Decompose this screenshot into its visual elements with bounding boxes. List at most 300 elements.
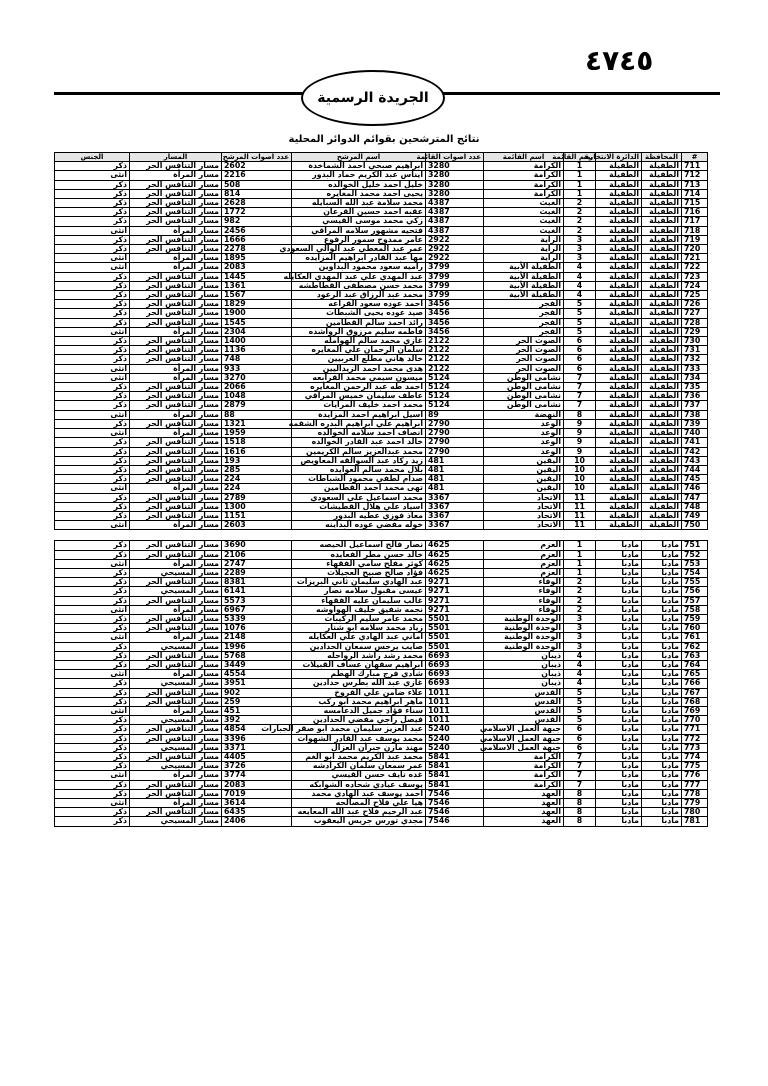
table-cell: الطفيلة <box>596 346 642 355</box>
table-cell: 1666 <box>222 235 292 244</box>
table-cell: الطفيلة <box>642 346 682 355</box>
table-cell: مسار التنافس الحر <box>130 596 222 605</box>
table-cell: 11 <box>564 521 596 530</box>
table-cell: 1518 <box>222 438 292 447</box>
table-cell: مسار التنافس الحر <box>130 291 222 300</box>
table-cell: 780 <box>682 808 708 817</box>
table-cell: الطفيلة <box>642 419 682 428</box>
table-cell: مادبا <box>642 734 682 743</box>
table-cell: مادبا <box>642 633 682 642</box>
table-cell: الطفيلة <box>642 493 682 502</box>
table-cell: 10 <box>564 475 596 484</box>
table-cell: 6 <box>564 346 596 355</box>
table-cell: ذكر <box>55 817 130 826</box>
table-cell: 1076 <box>222 624 292 633</box>
table-cell: 3690 <box>222 541 292 550</box>
table-cell: 7019 <box>222 789 292 798</box>
table-cell: 758 <box>682 605 708 614</box>
table-cell: الطفيلة <box>596 291 642 300</box>
table-cell: الطفيلة <box>596 364 642 373</box>
table-cell: العهد <box>484 799 564 808</box>
table-cell: جبهة العمل الاسلامي <box>484 743 564 752</box>
table-cell: 6141 <box>222 587 292 596</box>
table-cell: 5240 <box>426 734 484 743</box>
table-cell: 4554 <box>222 670 292 679</box>
table-cell: الطفيلة <box>596 337 642 346</box>
table-cell: 1 <box>564 171 596 180</box>
table-cell: مسار المرأة <box>130 226 222 235</box>
table-cell: 2122 <box>426 337 484 346</box>
table-cell: 5501 <box>426 642 484 651</box>
table-cell: 392 <box>222 716 292 725</box>
table-cell: مادبا <box>642 725 682 734</box>
table-cell: 764 <box>682 660 708 669</box>
table-cell: 4387 <box>426 217 484 226</box>
table-cell: 737 <box>682 401 708 410</box>
table-cell: 5501 <box>426 633 484 642</box>
table-cell: مادبا <box>596 771 642 780</box>
table-cell: مسار التنافس الحر <box>130 208 222 217</box>
table-cell: مادبا <box>596 743 642 752</box>
table-cell: الطفيلة <box>642 318 682 327</box>
table-cell: الطفيلة <box>642 199 682 208</box>
table-cell: الصوت الحر <box>484 346 564 355</box>
table-row <box>55 817 708 826</box>
table-cell: نشامى الوطن <box>484 383 564 392</box>
table-cell: 3799 <box>426 291 484 300</box>
table-cell: محمد اسماعيل علي السعودي <box>292 493 426 502</box>
table-row <box>55 725 708 734</box>
table-cell: ذكر <box>55 578 130 587</box>
table-cell: 4387 <box>426 208 484 217</box>
table-cell: 5 <box>564 706 596 715</box>
table-cell: انثى <box>55 263 130 272</box>
table-cell: ذكر <box>55 245 130 254</box>
table-cell: الطفيلة الأبية <box>484 281 564 290</box>
table-cell: جبهة العمل الاسلامي <box>484 734 564 743</box>
table-cell: 718 <box>682 226 708 235</box>
table-cell: صيد عوده يحيى الشبطات <box>292 309 426 318</box>
table-cell: 6693 <box>426 660 484 669</box>
table-cell: مادبا <box>642 568 682 577</box>
table-cell: مادبا <box>596 725 642 734</box>
table-row <box>55 226 708 235</box>
table-cell: 8 <box>564 808 596 817</box>
table-cell: الطفيلة <box>596 410 642 419</box>
table-cell: الطفيلة <box>642 291 682 300</box>
table-cell: 723 <box>682 272 708 281</box>
table-cell: 5124 <box>426 401 484 410</box>
table-cell: 7546 <box>426 789 484 798</box>
table-cell: مسار التنافس الحر <box>130 355 222 364</box>
table-cell: مادبا <box>596 550 642 559</box>
table-cell: 771 <box>682 725 708 734</box>
table-cell: ذكر <box>55 180 130 189</box>
table-cell: انثى <box>55 559 130 568</box>
table-cell: 762 <box>682 642 708 651</box>
table-cell: صايب يرجس سمعان الحدادين <box>292 642 426 651</box>
table-cell: مادبا <box>642 578 682 587</box>
table-cell: مسار التنافس الحر <box>130 511 222 520</box>
table-cell: 4 <box>564 651 596 660</box>
table-cell: 3456 <box>426 318 484 327</box>
table-cell: 5573 <box>222 596 292 605</box>
table-cell: ذكر <box>55 272 130 281</box>
table-cell: الراية <box>484 235 564 244</box>
table-cell: 4625 <box>426 550 484 559</box>
table-cell: مسار المرأة <box>130 559 222 568</box>
table-cell: 1011 <box>426 706 484 715</box>
table-cell: الطفيلة <box>596 373 642 382</box>
table-cell: انثى <box>55 799 130 808</box>
table-cell: الطفيلة <box>596 502 642 511</box>
table-cell: مسار التنافس الحر <box>130 688 222 697</box>
table-cell: 725 <box>682 291 708 300</box>
table-cell: ذكر <box>55 456 130 465</box>
table-cell: ذكر <box>55 217 130 226</box>
table-cell: 2747 <box>222 559 292 568</box>
table-cell: 4387 <box>426 199 484 208</box>
table-cell: 5841 <box>426 753 484 762</box>
table-cell: 88 <box>222 410 292 419</box>
table-cell: مسار التنافس الحر <box>130 346 222 355</box>
table-cell: فتحيه مشهور سلامه المراقي <box>292 226 426 235</box>
table-cell: الطفيلة <box>642 263 682 272</box>
table-cell: مسار التنافس الحر <box>130 725 222 734</box>
table-cell: شادي فرج مبارك الهطم <box>292 670 426 679</box>
table-cell: مسار المرأة <box>130 373 222 382</box>
table-cell: مادبا <box>596 614 642 623</box>
table-cell: مسار التنافس الحر <box>130 465 222 474</box>
table-cell: 757 <box>682 596 708 605</box>
table-cell: مادبا <box>642 624 682 633</box>
table-cell: 2790 <box>426 447 484 456</box>
table-cell: مسار التنافس الحر <box>130 337 222 346</box>
table-cell: 5 <box>564 300 596 309</box>
table-cell: غده نايف حسن القيسي <box>292 771 426 780</box>
table-cell: مادبا <box>596 679 642 688</box>
table-cell: مادبا <box>642 697 682 706</box>
table-cell: القدس <box>484 688 564 697</box>
table-cell: مسار المسيحي <box>130 762 222 771</box>
table-cell: 748 <box>222 355 292 364</box>
table-cell: مادبا <box>642 614 682 623</box>
table-cell: 712 <box>682 171 708 180</box>
table-cell: 2922 <box>426 254 484 263</box>
table-cell: الطفيلة <box>596 401 642 410</box>
table-cell: 1 <box>564 550 596 559</box>
table-cell: خالد احمد عبد القادر الخوالده <box>292 438 426 447</box>
table-cell: مادبا <box>596 624 642 633</box>
table-cell: انثى <box>55 410 130 419</box>
table-row <box>55 550 708 559</box>
table-cell: الوعد <box>484 447 564 456</box>
table-cell: مادبا <box>642 743 682 752</box>
table-cell: مادبا <box>596 716 642 725</box>
table-cell: ذكر <box>55 309 130 318</box>
table-cell: 4 <box>564 679 596 688</box>
table-cell: 5339 <box>222 614 292 623</box>
table-cell: 902 <box>222 688 292 697</box>
table-cell: 2456 <box>222 226 292 235</box>
table-cell: مسار المرأة <box>130 327 222 336</box>
table-cell: ذكر <box>55 281 130 290</box>
table-cell: نجمه شفيق خليف الهواوشه <box>292 605 426 614</box>
table-cell: 1567 <box>222 291 292 300</box>
table-cell: الكرامة <box>484 180 564 189</box>
table-cell: مسار التنافس الحر <box>130 753 222 762</box>
table-cell: 6 <box>564 364 596 373</box>
table-cell: 10 <box>564 456 596 465</box>
table-cell: جبهة العمل الاسلامي <box>484 725 564 734</box>
table-row <box>55 355 708 364</box>
table-cell: الاتحاد <box>484 502 564 511</box>
table-cell: 747 <box>682 493 708 502</box>
table-cell: الطفيلة <box>596 199 642 208</box>
table-cell: ذكر <box>55 502 130 511</box>
table-cell: 733 <box>682 364 708 373</box>
table-cell: مسار المسيحي <box>130 642 222 651</box>
table-cell: الاتحاد <box>484 511 564 520</box>
table-cell: الطفيلة <box>642 373 682 382</box>
table-cell: 9271 <box>426 578 484 587</box>
table-cell: 743 <box>682 456 708 465</box>
table-cell: احمد عوده سعود القراعه <box>292 300 426 309</box>
table-cell: نشامى الوطن <box>484 373 564 382</box>
table-cell: زكي محمد موسى القيسي <box>292 217 426 226</box>
table-cell: انثى <box>55 171 130 180</box>
table-cell: ذكر <box>55 660 130 669</box>
table-cell: الصوت الحر <box>484 337 564 346</box>
table-cell: ايناس عبد الكريم حماد البدور <box>292 171 426 180</box>
table-cell: 481 <box>426 475 484 484</box>
table-cell: 5 <box>564 318 596 327</box>
table-cell: مادبا <box>642 706 682 715</box>
table-cell: مادبا <box>596 651 642 660</box>
table-cell: الطفيلة <box>596 447 642 456</box>
table-cell: مادبا <box>596 559 642 568</box>
table-cell: الفجر <box>484 309 564 318</box>
table-cell: 756 <box>682 587 708 596</box>
table-cell: مادبا <box>596 605 642 614</box>
table-cell: 751 <box>682 541 708 550</box>
table-cell: ذكر <box>55 587 130 596</box>
table-cell: 2790 <box>426 419 484 428</box>
table-cell: مادبا <box>596 541 642 550</box>
table-cell: 7 <box>564 401 596 410</box>
table-cell: 10 <box>564 465 596 474</box>
table-cell: 481 <box>426 484 484 493</box>
table-cell: 776 <box>682 771 708 780</box>
table-cell: 2304 <box>222 327 292 336</box>
table-cell: 1829 <box>222 300 292 309</box>
table-cell: ذكر <box>55 679 130 688</box>
table-cell: 508 <box>222 180 292 189</box>
table-row <box>55 734 708 743</box>
table-cell: 711 <box>682 162 708 171</box>
table-cell: ذكر <box>55 780 130 789</box>
table-cell: 6693 <box>426 651 484 660</box>
table-cell: هيا علي فلاح المصالحه <box>292 799 426 808</box>
table-cell: الطفيلة <box>596 511 642 520</box>
table-cell: مادبا <box>596 670 642 679</box>
table-cell: الطفيلة <box>642 300 682 309</box>
table-cell: مادبا <box>596 596 642 605</box>
table-cell: الصوت الحر <box>484 355 564 364</box>
table-cell: الطفيلة <box>596 383 642 392</box>
table-cell: مسار التنافس الحر <box>130 300 222 309</box>
table-cell: ذكر <box>55 743 130 752</box>
table-cell: الوعد <box>484 438 564 447</box>
table-cell: الاتحاد <box>484 493 564 502</box>
table-cell: الطفيلة <box>596 254 642 263</box>
table-cell: 481 <box>426 465 484 474</box>
table-cell: 3 <box>564 633 596 642</box>
table-cell: الوفاء <box>484 596 564 605</box>
table-cell: الراية <box>484 254 564 263</box>
table-cell: 9271 <box>426 596 484 605</box>
table-cell: 717 <box>682 217 708 226</box>
page-number: ٤٧٤٥ <box>585 44 654 77</box>
table-cell: 7 <box>564 383 596 392</box>
table-cell: 3280 <box>426 180 484 189</box>
table-cell: مادبا <box>642 679 682 688</box>
table-cell: مسار المرأة <box>130 521 222 530</box>
table-cell: 1300 <box>222 502 292 511</box>
table-row <box>55 171 708 180</box>
column-header: المسار <box>130 153 222 162</box>
table-cell: 1772 <box>222 208 292 217</box>
table-cell: ذكر <box>55 614 130 623</box>
table-cell: 8 <box>564 410 596 419</box>
table-cell: مادبا <box>596 762 642 771</box>
table-cell: مادبا <box>642 670 682 679</box>
table-cell: مسار التنافس الحر <box>130 624 222 633</box>
table-cell: 3799 <box>426 263 484 272</box>
table-cell: 9 <box>564 447 596 456</box>
table-cell: 739 <box>682 419 708 428</box>
table-cell: العزم <box>484 550 564 559</box>
table-cell: ذكر <box>55 199 130 208</box>
table-row <box>55 633 708 642</box>
table-cell: ذكر <box>55 688 130 697</box>
table-cell: رائد احمد سالم القطامين <box>292 318 426 327</box>
table-cell: 2083 <box>222 263 292 272</box>
table-cell: 753 <box>682 559 708 568</box>
table-cell: الطفيلة <box>596 281 642 290</box>
table-cell: ذكر <box>55 419 130 428</box>
table-cell: ذكر <box>55 550 130 559</box>
table-cell: 11 <box>564 511 596 520</box>
table-cell: الطفيلة <box>596 456 642 465</box>
table-cell: الطفيلة <box>596 521 642 530</box>
table-row <box>55 263 708 272</box>
table-row <box>55 688 708 697</box>
table-cell: الطفيلة <box>596 217 642 226</box>
table-cell: الطفيلة <box>642 364 682 373</box>
table-cell: مادبا <box>642 780 682 789</box>
table-cell: 1321 <box>222 419 292 428</box>
column-header: عدد اصوات المرشح <box>222 153 292 162</box>
table-cell: الغيث <box>484 226 564 235</box>
table-cell: هدى محمد احمد الزيداليين <box>292 364 426 373</box>
table-cell: 715 <box>682 199 708 208</box>
table-cell: الطفيلة <box>642 502 682 511</box>
table-cell: 2790 <box>426 429 484 438</box>
table-cell: الطفيلة <box>596 263 642 272</box>
table-cell: ذكر <box>55 208 130 217</box>
table-cell: محمد عامر سليم الركيبات <box>292 614 426 623</box>
table-cell: 1361 <box>222 281 292 290</box>
table-cell: 2 <box>564 596 596 605</box>
table-cell: 3371 <box>222 743 292 752</box>
table-cell: 1 <box>564 568 596 577</box>
table-cell: مادبا <box>596 587 642 596</box>
table-cell: مادبا <box>642 541 682 550</box>
column-header: الجنس <box>55 153 130 162</box>
table-cell: 89 <box>426 410 484 419</box>
table-cell: الطفيلة <box>642 429 682 438</box>
table-cell: اليقين <box>484 456 564 465</box>
table-cell: الطفيلة <box>642 383 682 392</box>
table-cell: 7546 <box>426 817 484 826</box>
table-cell: ابراهيم سفهان عساف القبيلات <box>292 660 426 669</box>
table-row <box>55 309 708 318</box>
table-cell: مادبا <box>642 596 682 605</box>
table-cell: عامر ممدوح سمور الرفوع <box>292 235 426 244</box>
table-row <box>55 484 708 493</box>
table-cell: يوسف عيادي شحاده الشوابكه <box>292 780 426 789</box>
table-cell: اسيل ابراهيم احمد المزايدة <box>292 410 426 419</box>
table-cell: 1400 <box>222 337 292 346</box>
table-cell: 3774 <box>222 771 292 780</box>
table-cell: 6693 <box>426 679 484 688</box>
table-cell: 774 <box>682 753 708 762</box>
table-cell: ذكر <box>55 447 130 456</box>
table-cell: 9 <box>564 438 596 447</box>
table-cell: محمد عبد الكريم محمد ابو الغم <box>292 753 426 762</box>
table-cell: ذكر <box>55 291 130 300</box>
table-cell: انثى <box>55 633 130 642</box>
table-cell: 1 <box>564 162 596 171</box>
table-cell: مسار المرأة <box>130 799 222 808</box>
table-cell: الطفيلة <box>642 392 682 401</box>
table-cell: غازي عبد الله بطرس حدادين <box>292 679 426 688</box>
table-cell: 1136 <box>222 346 292 355</box>
table-cell: ذكر <box>55 383 130 392</box>
table-cell: عبد الهادي سليمان ثاني البريزات <box>292 578 426 587</box>
table-cell: 3 <box>564 624 596 633</box>
table-cell: 729 <box>682 327 708 336</box>
table-cell: 6 <box>564 743 596 752</box>
table-cell: محمد يوسف عبد القادر الشهوات <box>292 734 426 743</box>
table-cell: مسار التنافس الحر <box>130 281 222 290</box>
table-cell: مادبا <box>596 789 642 798</box>
table-cell: ذكر <box>55 541 130 550</box>
table-cell: 8 <box>564 799 596 808</box>
column-header: رقم القائمة <box>564 153 596 162</box>
table-cell: الطفيلة <box>642 254 682 263</box>
table-cell: اليقين <box>484 475 564 484</box>
table-cell: الطفيلة <box>596 162 642 171</box>
table-cell: مادبا <box>642 789 682 798</box>
table-cell: مادبا <box>642 688 682 697</box>
table-cell: العهد <box>484 808 564 817</box>
table-cell: الطفيلة <box>642 410 682 419</box>
table-row <box>55 642 708 651</box>
table-cell: 5841 <box>426 780 484 789</box>
table-cell: 2922 <box>426 235 484 244</box>
